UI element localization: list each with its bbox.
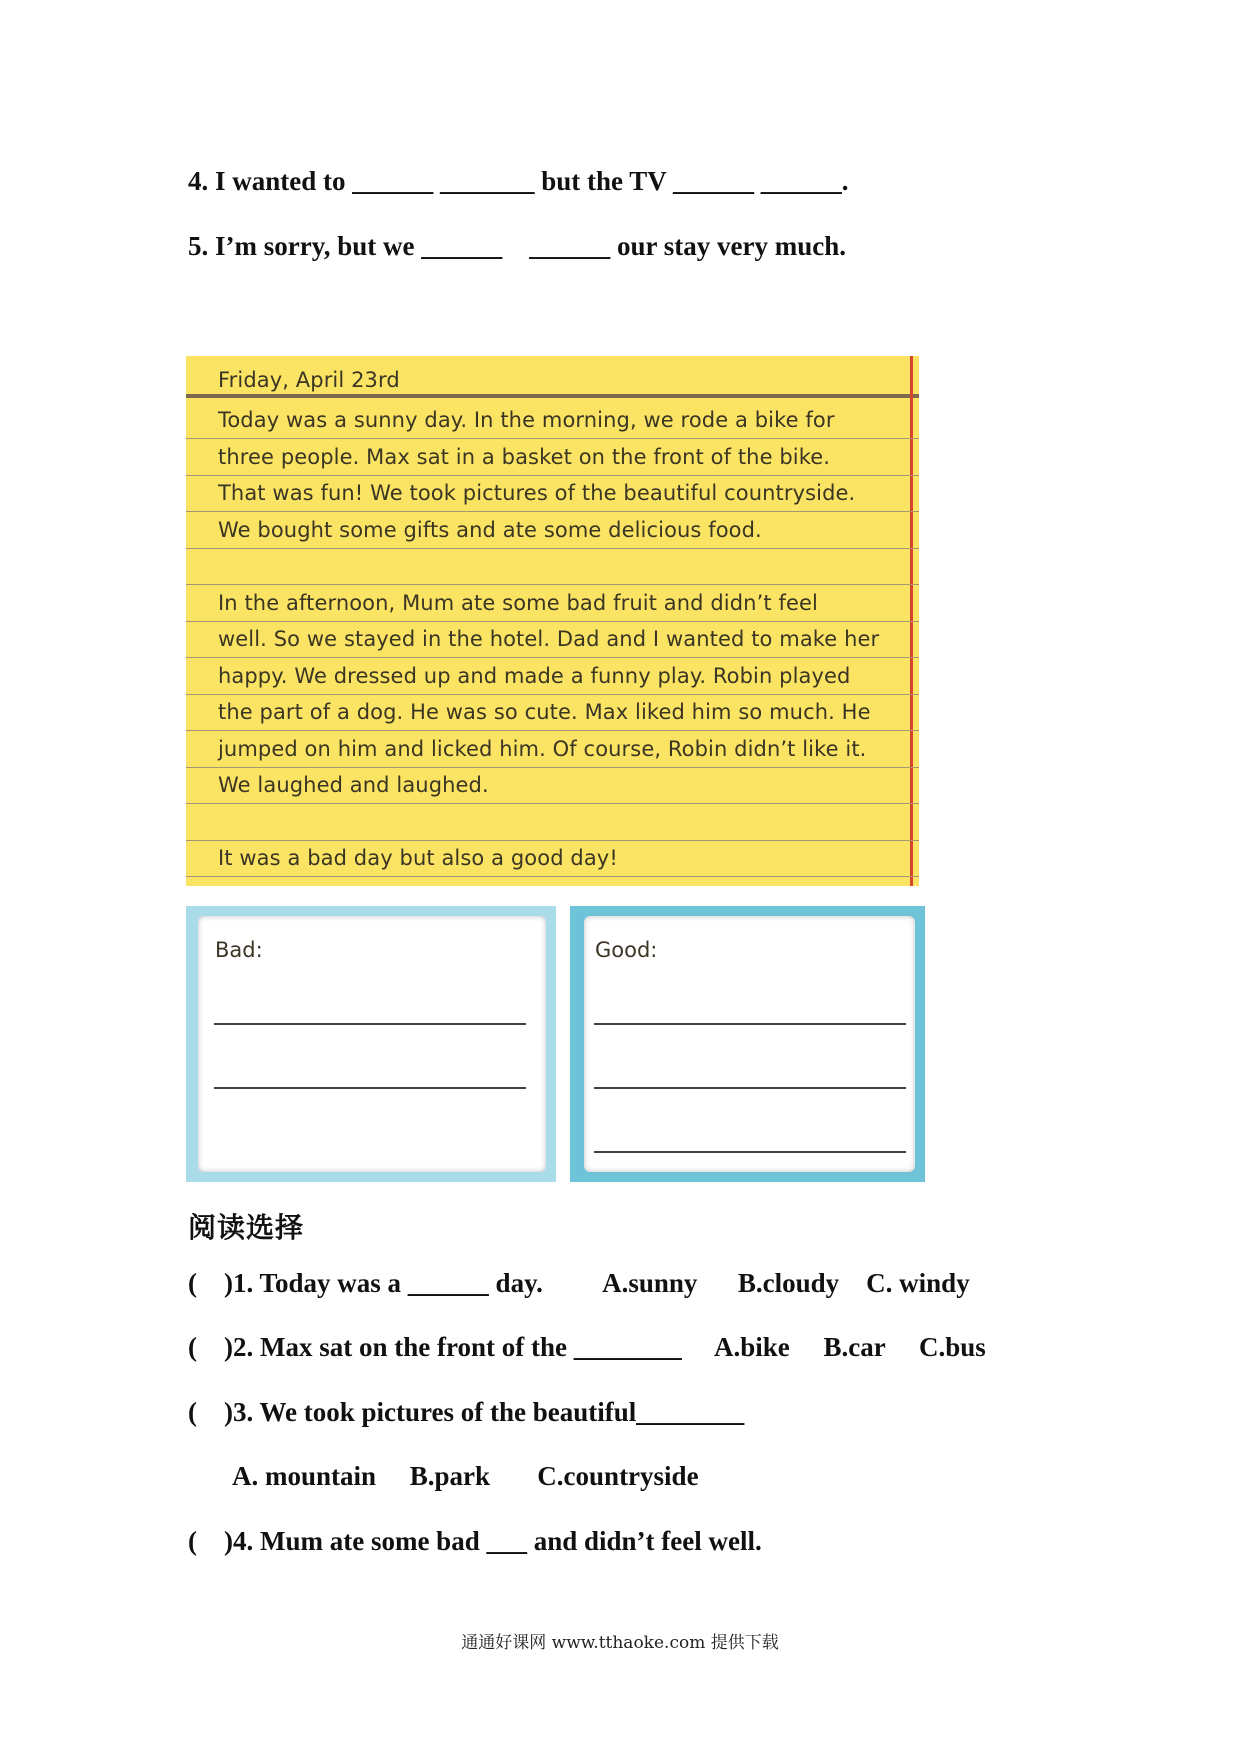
footer-credit: 通通好课网 www.tthaoke.com 提供下载 [461, 1633, 779, 1653]
bad-write-line[interactable] [214, 1023, 526, 1025]
diary-line: three people. Max sat in a basket on the front of the bike. [218, 444, 831, 469]
bad-write-line[interactable] [214, 1087, 526, 1089]
diary-rule [186, 803, 919, 804]
good-box-inner [584, 916, 915, 1172]
diary-header-rule [186, 394, 919, 398]
diary-rule [186, 876, 919, 877]
diary-rule [186, 694, 919, 695]
good-write-line[interactable] [594, 1087, 906, 1089]
diary-note [186, 356, 919, 886]
reading-question-2: ( )2. Max sat on the front of the ________ A.bike B.car C.bus [188, 1332, 986, 1362]
diary-line: It was a bad day but also a good day! [218, 846, 618, 870]
reading-question-3-options: A. mountain B.park C.countryside [232, 1461, 699, 1491]
diary-rule [186, 840, 919, 841]
diary-rule [186, 511, 919, 512]
diary-line: well. So we stayed in the hotel. Dad and I wanted to make her [218, 627, 880, 651]
diary-line: We bought some gifts and ate some delicious food. [218, 517, 762, 542]
good-box [570, 906, 925, 1182]
diary-rule [186, 730, 919, 731]
good-label: Good: [595, 938, 658, 962]
diary-rule [186, 475, 919, 476]
question-4: 4. I wanted to ______ _______ but the TV ______ ______. [188, 166, 849, 196]
diary-date: Friday, April 23rd [218, 368, 400, 392]
diary-line: Today was a sunny day. In the morning, we rode a bike for [218, 408, 835, 432]
bad-box [186, 906, 556, 1182]
diary-line: jumped on him and licked him. Of course, Robin didn’t like it. [218, 736, 867, 761]
good-write-line[interactable] [594, 1151, 906, 1153]
diary-rule [186, 767, 919, 768]
diary-line: That was fun! We took pictures of the beautiful countryside. [218, 481, 856, 505]
good-write-line[interactable] [594, 1023, 906, 1025]
bad-label: Bad: [215, 938, 263, 962]
diary-line: happy. We dressed up and made a funny play. Robin played [218, 663, 851, 688]
diary-rule [186, 438, 919, 439]
bad-box-inner [198, 916, 546, 1172]
diary-line: In the afternoon, Mum ate some bad fruit and didn’t feel [218, 590, 818, 615]
diary-rule [186, 548, 919, 549]
diary-line: the part of a dog. He was so cute. Max liked him so much. He [218, 700, 871, 724]
reading-question-3: ( )3. We took pictures of the beautiful________ [188, 1397, 745, 1427]
reading-question-1: ( )1. Today was a ______ day. A.sunny B.cloudy C. windy [188, 1268, 970, 1298]
diary-line: We laughed and laughed. [218, 773, 489, 797]
diary-rule [186, 657, 919, 658]
diary-rule [186, 584, 919, 585]
question-5: 5. I’m sorry, but we ______ ______ our stay very much. [188, 231, 846, 261]
diary-rule [186, 621, 919, 622]
reading-section-title: 阅读选择 [188, 1211, 305, 1244]
reading-question-4: ( )4. Mum ate some bad ___ and didn’t feel well. [188, 1526, 762, 1556]
